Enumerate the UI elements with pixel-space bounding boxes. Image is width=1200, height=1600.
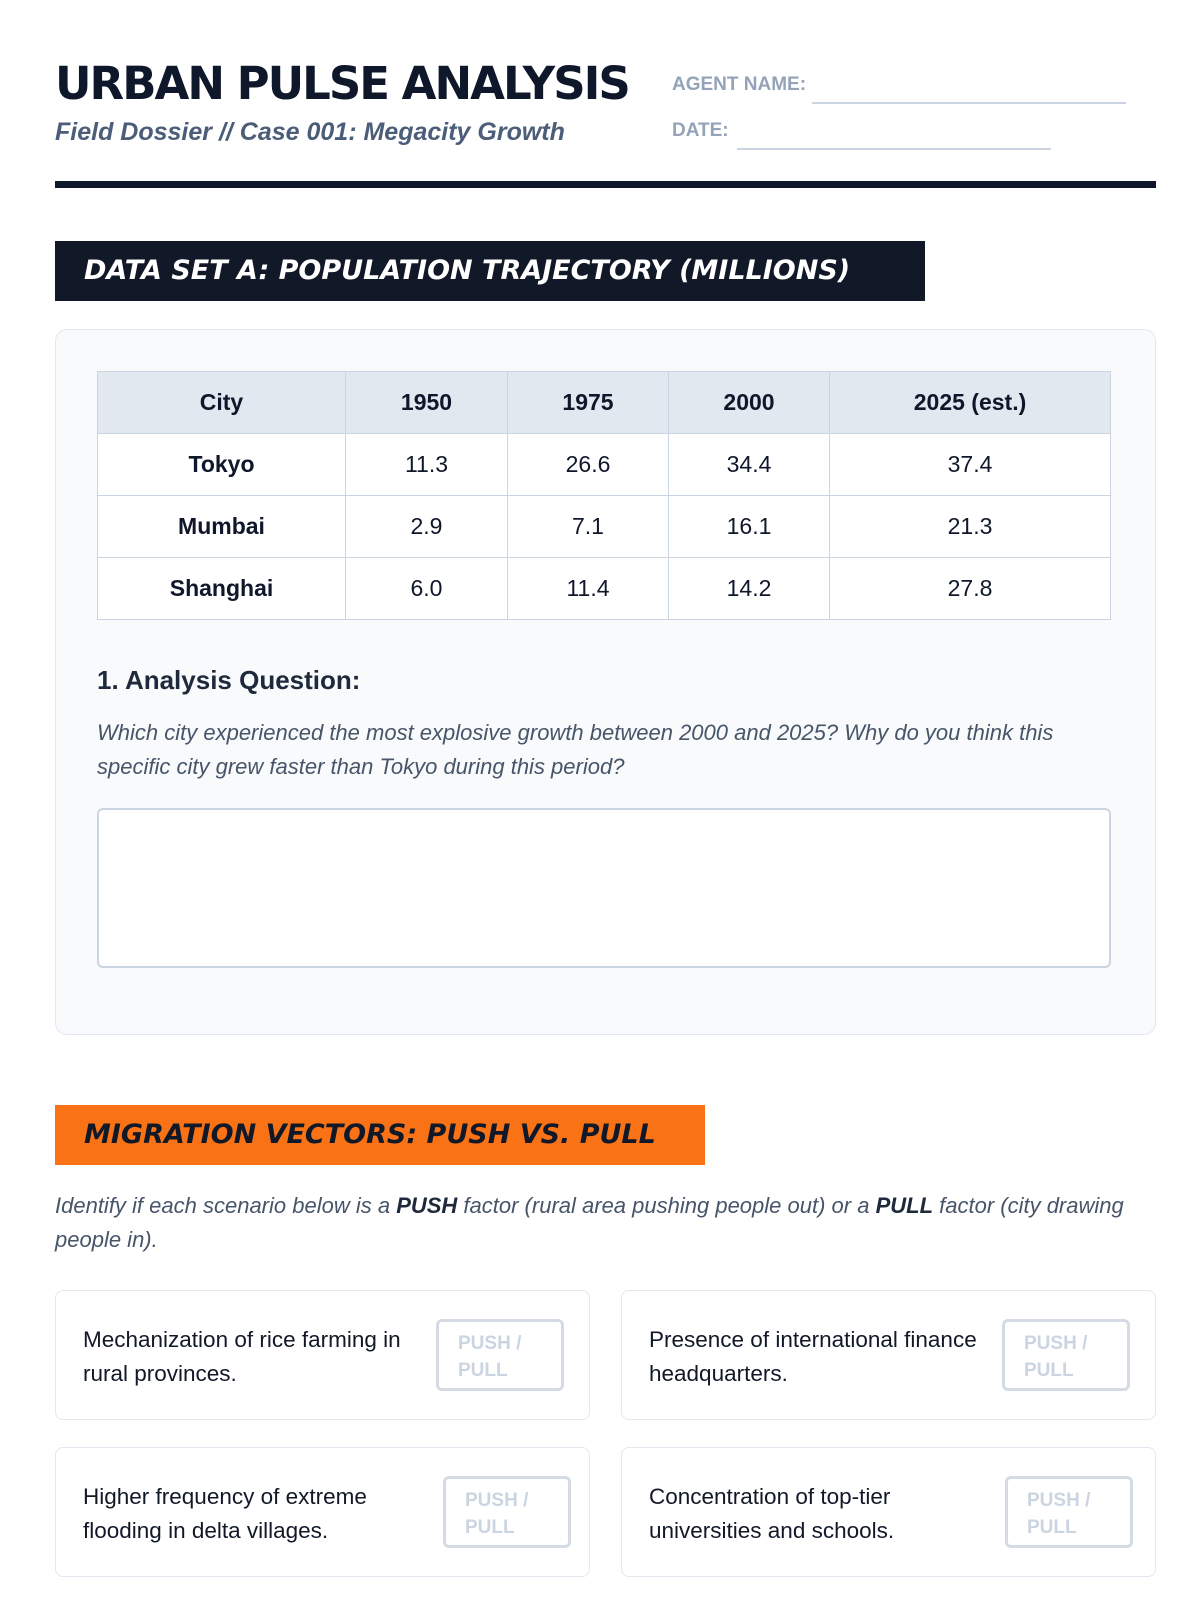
table-row: [98, 434, 1111, 496]
worksheet-header: [55, 56, 1156, 188]
scenario-text: Mechanization of rice farming in rural provinces.: [83, 1327, 401, 1386]
push-pull-answer-box[interactable]: PUSH / PULL: [443, 1476, 571, 1548]
table-cell: 16.1: [669, 496, 830, 558]
table-cell: 6.0: [346, 558, 508, 620]
date-field[interactable]: [737, 148, 1051, 150]
table-cell: 27.8: [830, 558, 1111, 620]
instructions-push-keyword: PUSH: [396, 1193, 458, 1218]
push-pull-answer-box[interactable]: PUSH / PULL: [436, 1319, 564, 1391]
push-pull-answer-box[interactable]: PUSH / PULL: [1002, 1319, 1130, 1391]
table-header-row: [98, 372, 1111, 434]
population-table: [97, 371, 1111, 620]
migration-banner: MIGRATION VECTORS: PUSH VS. PULL: [55, 1105, 705, 1165]
instructions-text: factor (rural area pushing people out) or a: [457, 1193, 876, 1218]
column-header: City: [98, 372, 346, 434]
migration-instructions: [55, 1189, 1156, 1257]
dataset-panel: [55, 329, 1156, 1035]
table-cell: 7.1: [508, 496, 669, 558]
page-title: URBAN PULSE ANALYSIS: [55, 57, 629, 110]
scenario-card: [55, 1290, 590, 1420]
date-label: DATE:: [672, 120, 729, 141]
table-cell: 14.2: [669, 558, 830, 620]
table-cell: 2.9: [346, 496, 508, 558]
table-cell: 37.4: [830, 434, 1111, 496]
column-header: 1950: [346, 372, 508, 434]
agent-name-label: AGENT NAME:: [672, 74, 807, 95]
table-cell: 11.3: [346, 434, 508, 496]
table-cell-city: Tokyo: [98, 434, 346, 496]
header-divider: [55, 181, 1156, 188]
push-pull-answer-box[interactable]: PUSH / PULL: [1005, 1476, 1133, 1548]
table-row: [98, 496, 1111, 558]
scenario-card: [621, 1447, 1156, 1577]
table-cell: 21.3: [830, 496, 1111, 558]
table-cell-city: Mumbai: [98, 496, 346, 558]
scenario-text: Concentration of top-tier universities and schools.: [649, 1484, 895, 1543]
column-header: 2000: [669, 372, 830, 434]
instructions-text: factor (city drawing people in).: [55, 1193, 1124, 1252]
table-cell: 34.4: [669, 434, 830, 496]
table-cell-city: Shanghai: [98, 558, 346, 620]
scenario-card: [55, 1447, 590, 1577]
analysis-question-title: 1. Analysis Question:: [97, 665, 361, 695]
table-cell: 11.4: [508, 558, 669, 620]
scenario-text: Presence of international finance headquarters.: [649, 1327, 977, 1386]
scenario-text: Higher frequency of extreme flooding in delta villages.: [83, 1484, 367, 1543]
instructions-pull-keyword: PULL: [875, 1193, 934, 1218]
page-subtitle: Field Dossier // Case 001: Megacity Growth: [55, 118, 565, 146]
column-header: 2025 (est.): [830, 372, 1111, 434]
table-cell: 26.6: [508, 434, 669, 496]
analysis-question-text: Which city experienced the most explosive growth between 2000 and 2025? Why do you think this specific city grew faster than Tokyo during this period?: [97, 720, 1054, 779]
dataset-banner: DATA SET A: POPULATION TRAJECTORY (MILLIONS): [55, 241, 925, 301]
analysis-answer-box[interactable]: [97, 808, 1111, 968]
agent-name-field[interactable]: [812, 102, 1126, 104]
column-header: 1975: [508, 372, 669, 434]
scenario-card: [621, 1290, 1156, 1420]
table-row: [98, 558, 1111, 620]
instructions-text: Identify if each scenario below is a: [55, 1193, 397, 1218]
